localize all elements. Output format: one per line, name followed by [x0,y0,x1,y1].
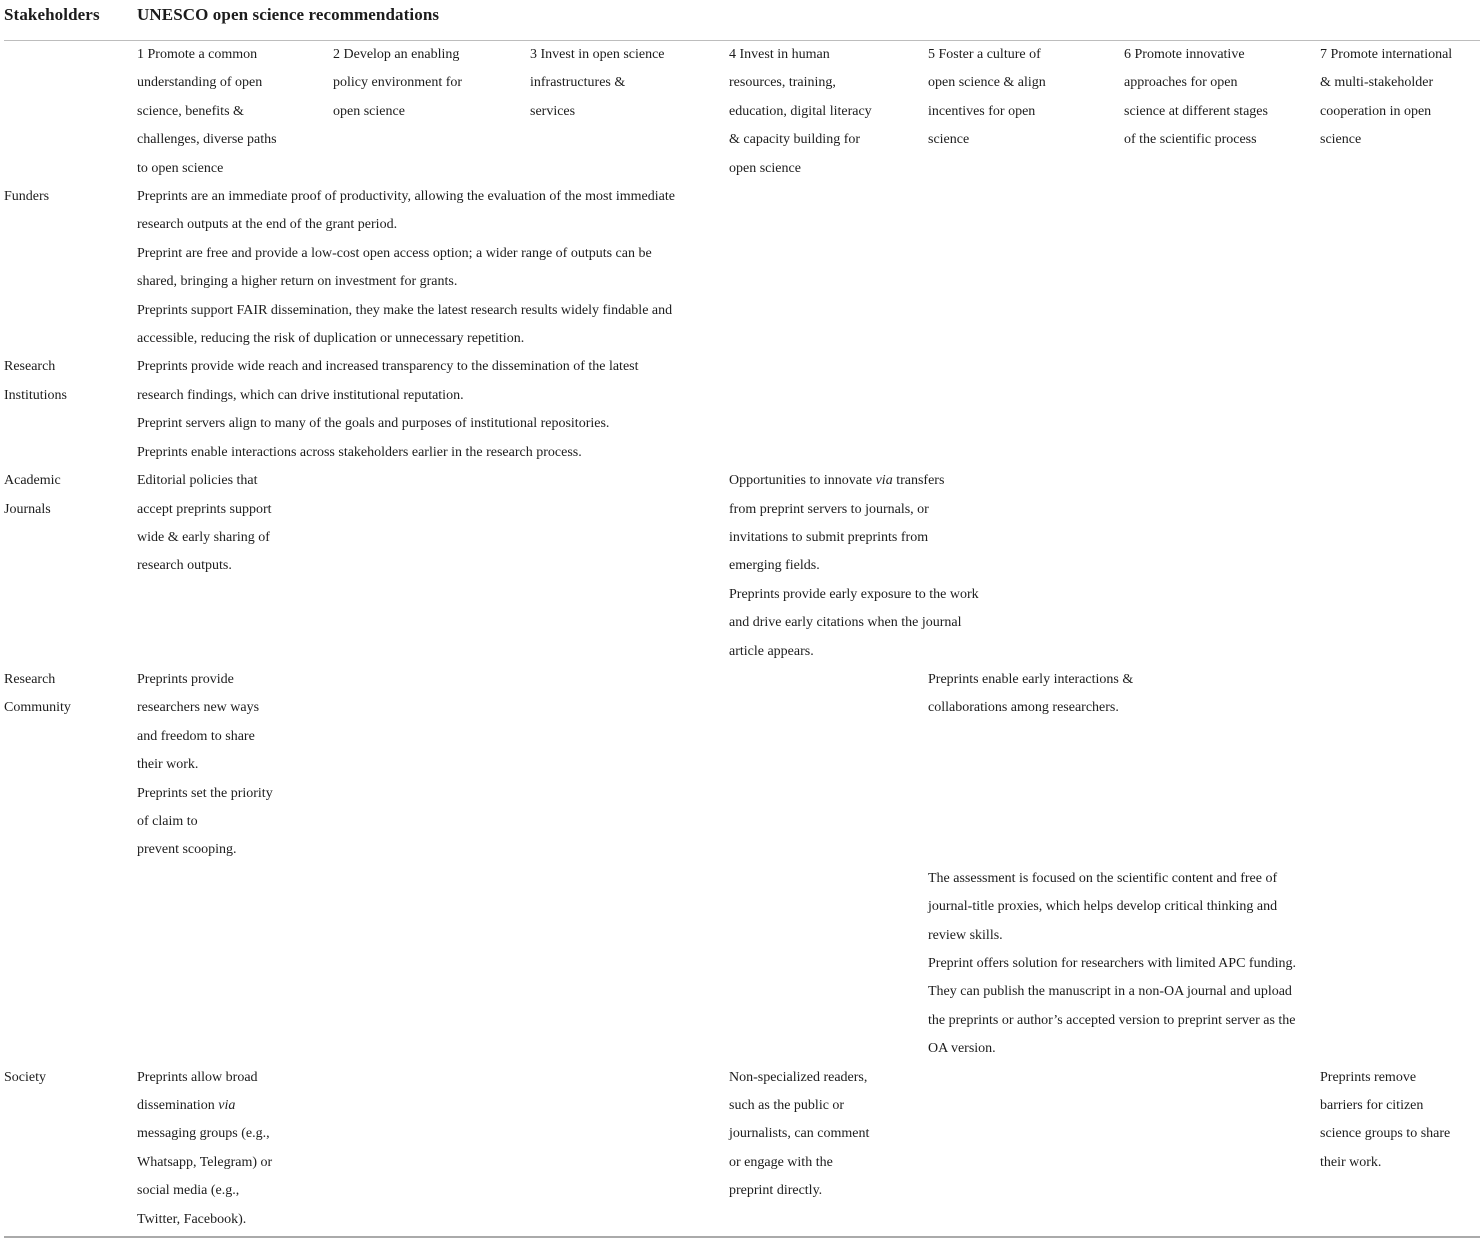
table-row-research-community [4,666,1480,865]
society-label: Society [4,1069,46,1085]
col-header-7: 7 Promote international & multi-stakeholder cooperation in open science [1320,47,1453,148]
research-community-rec1-text: Preprints provide researchers new ways and freedom to share their work. Preprints set the priority of claim to prevent scooping. [137,671,273,858]
table-title-row [4,3,1480,27]
col-header-1: 1 Promote a common understanding of open science, benefits & challenges, diverse paths to open science [137,47,277,176]
table-row-research-community-continued [4,865,1480,1064]
table-row-research-institutions [4,353,1480,467]
society-rec7-text: Preprints remove barriers for citizen science groups to share their work. [1320,1069,1451,1170]
col-header-6: 6 Promote innovative approaches for open science at different stages of the scientific process [1124,47,1268,148]
research-community-assessment-text: The assessment is focused on the scientific content and free of journal-title proxies, which helps develop critical thinking and review skills. Preprint offers solution for researchers with limited APC funding. They can publish the manuscript in a non-OA journal and upload the preprints or author’s accepted version to preprint server as the OA version. [928,870,1296,1057]
stakeholders-column-title: Stakeholders [4,5,100,24]
research-institutions-text: Preprints provide wide reach and increased transparency to the dissemination of the latest research findings, which can drive institutional reputation. Preprint servers align to many of the goals and purposes of institutional repositories. Preprints enable interactions across stakeholders earlier in the research process. [137,359,639,460]
society-rec4-text: Non-specialized readers, such as the public or journalists, can comment or engage with the preprint directly. [729,1069,870,1199]
bottom-rule [4,1236,1480,1238]
funders-text: Preprints are an immediate proof of productivity, allowing the evaluation of the most immediate research outputs at the end of the grant period. Preprint are free and provide a low-cost open access option; a wider range of outputs can be shared, bringing a higher return on investment for grants. Preprints support FAIR dissemination, they make the latest research results widely findable and accessible, reducing the risk of duplication or unnecessary repetition. [137,189,675,347]
research-community-label: Research Community [4,671,71,716]
table-title: UNESCO open science recommendations [137,5,440,24]
column-header-row [4,41,1480,183]
academic-journals-label: Academic Journals [4,473,61,517]
col-header-2: 2 Develop an enabling policy environment for open science [333,47,463,119]
academic-journals-rec1-text: Editorial policies that accept preprints support wide & early sharing of research outputs. [137,473,272,574]
col-header-5: 5 Foster a culture of open science & align incentives for open science [928,47,1046,148]
col-header-4: 4 Invest in human resources, training, education, digital literacy & capacity building for open science [729,47,872,176]
empty-label [4,865,137,1064]
research-institutions-label: Research Institutions [4,359,68,403]
table-row-funders [4,183,1480,353]
academic-journals-rec4-text: Opportunities to innovate via transfers from preprint servers to journals, or invitations to submit preprints from emerging fields. Preprints provide early exposure to the work and drive early citations when the journal article appears. [729,473,979,659]
research-community-rec5-text: Preprints enable early interactions & collaborations among researchers. [928,671,1134,716]
funders-label: Funders [4,189,50,205]
table-row-society [4,1064,1480,1234]
table-row-academic-journals [4,467,1480,666]
col-header-3: 3 Invest in open science infrastructures & services [530,47,665,119]
society-rec1-text: Preprints allow broad dissemination via messaging groups (e.g., Whatsapp, Telegram) or social media (e.g., Twitter, Facebook). [137,1069,273,1227]
